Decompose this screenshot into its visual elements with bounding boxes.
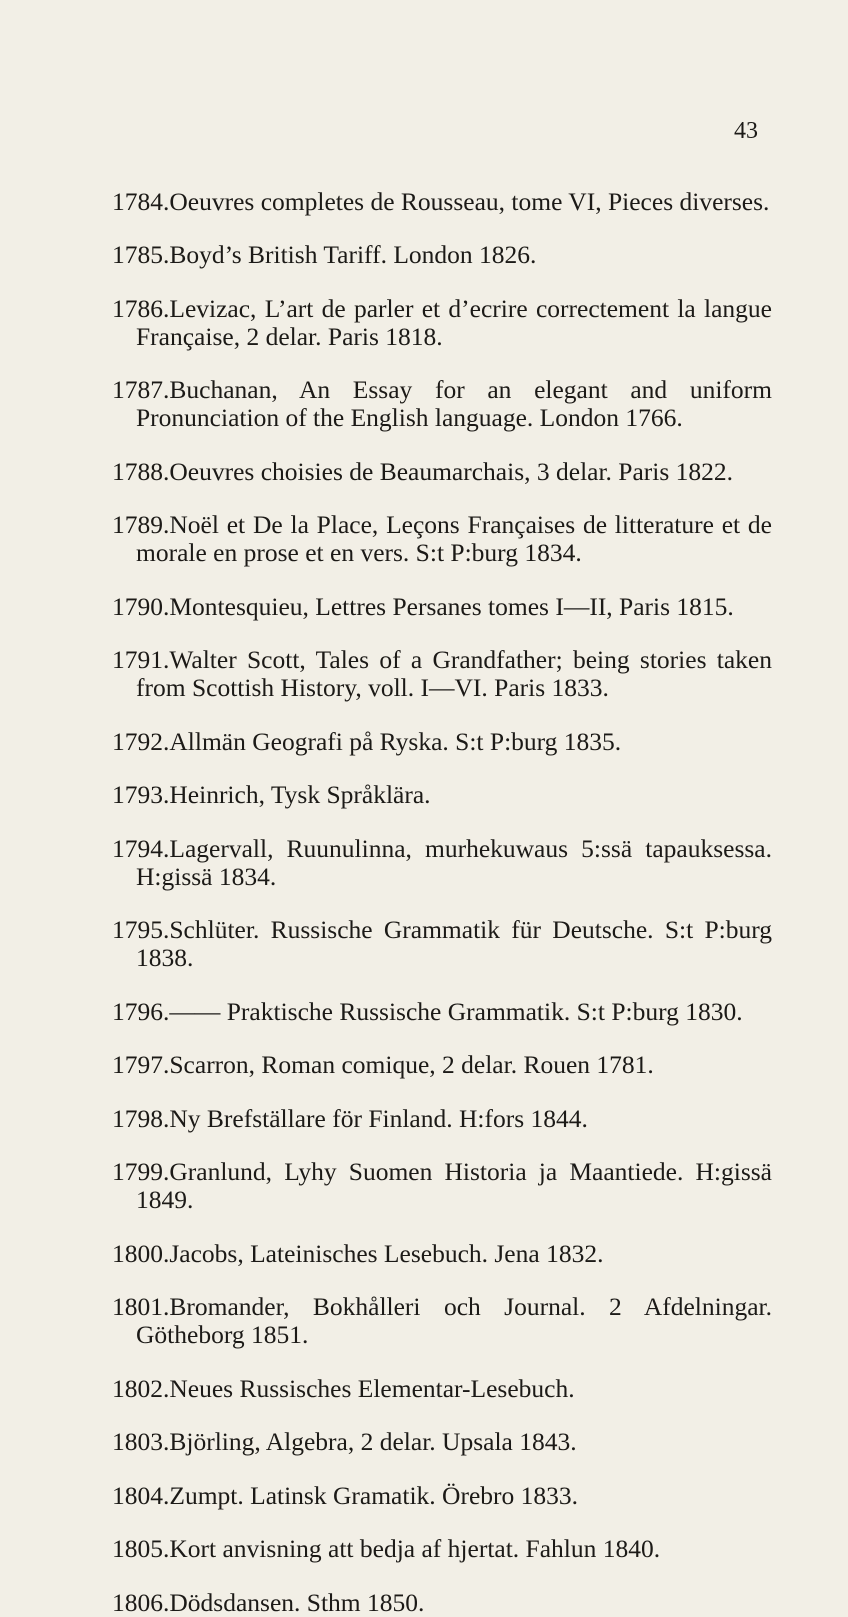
entry-number: 1785. [112, 240, 170, 269]
catalog-entry [112, 295, 772, 351]
entry-number: 1797. [112, 1050, 170, 1079]
entry-text: Levizac, L’art de parler et d’ecrire correctement la langue Française, 2 delar. Paris 1818. [136, 293, 772, 351]
entry-text: Walter Scott, Tales of a Grandfather; being stories taken from Scottish History, voll. I—VI. Paris 1833. [136, 645, 772, 702]
catalog-entry [112, 1051, 772, 1079]
entry-number: 1791. [112, 645, 170, 674]
catalog-entry [112, 511, 772, 567]
entry-text: —— Praktische Russische Grammatik. S:t P:burg 1830. [169, 996, 743, 1026]
entry-text: Buchanan, An Essay for an elegant and uniform Pronunciation of the English language. London 1766. [136, 375, 772, 432]
entry-text: Bromander, Bokhålleri och Journal. 2 Afdelningar. Götheborg 1851. [136, 1292, 772, 1349]
catalog-entry [112, 188, 772, 216]
entry-text: Boyd’s British Tariff. London 1826. [169, 240, 537, 269]
entry-number: 1804. [112, 1480, 170, 1510]
catalog-entry [112, 1240, 772, 1268]
entry-number: 1796. [112, 996, 170, 1026]
catalog-entry [112, 998, 772, 1026]
catalog-entry [112, 241, 772, 269]
catalog-entry [112, 1158, 772, 1214]
catalog-entry [112, 1535, 772, 1563]
catalog-entry [112, 646, 772, 702]
catalog-entry [112, 458, 772, 486]
entry-number: 1801. [112, 1292, 170, 1321]
entry-text: Heinrich, Tysk Språklära. [169, 780, 431, 809]
catalog-entry [112, 1375, 772, 1403]
entry-text: Dödsdansen. Sthm 1850. [169, 1587, 425, 1617]
catalog-entry [112, 1293, 772, 1349]
catalog-list [112, 162, 772, 1617]
catalog-entry [112, 916, 772, 972]
entry-number: 1805. [112, 1534, 170, 1563]
page-number: 43 [734, 118, 758, 144]
entry-number: 1790. [112, 591, 170, 621]
entry-text: Oeuvres choisies de Beaumarchais, 3 delar. Paris 1822. [169, 456, 734, 486]
entry-number: 1789. [112, 510, 170, 539]
catalog-entry [112, 835, 772, 891]
entry-number: 1803. [112, 1427, 170, 1456]
entry-number: 1799. [112, 1157, 170, 1186]
entry-number: 1802. [112, 1373, 170, 1403]
catalog-entry [112, 781, 772, 809]
entry-number: 1788. [112, 456, 170, 486]
entry-number: 1798. [112, 1103, 170, 1133]
entry-text: Schlüter. Russische Grammatik für Deutsche. S:t P:burg 1838. [136, 915, 772, 972]
entry-number: 1806. [112, 1587, 170, 1617]
entry-text: Granlund, Lyhy Suomen Historia ja Maantiede. H:gissä 1849. [136, 1157, 772, 1214]
entry-text: Montesquieu, Lettres Persanes tomes I—II, Paris 1815. [169, 591, 734, 621]
entry-text: Jacobs, Lateinisches Lesebuch. Jena 1832. [169, 1238, 604, 1268]
entry-text: Zumpt. Latinsk Gramatik. Örebro 1833. [169, 1480, 578, 1510]
entry-text: Allmän Geografi på Ryska. S:t P:burg 1835. [169, 726, 622, 756]
entry-text: Neues Russisches Elementar-Lesebuch. [169, 1373, 575, 1403]
entry-text: Lagervall, Ruunulinna, murhekuwaus 5:ssä tapauksessa. H:gissä 1834. [136, 833, 772, 891]
entry-number: 1792. [112, 726, 170, 756]
entry-number: 1787. [112, 375, 170, 404]
catalog-entry [112, 1482, 772, 1510]
entry-number: 1794. [112, 833, 170, 863]
entry-text: Ny Brefställare för Finland. H:fors 1844. [169, 1103, 588, 1133]
entry-text: Kort anvisning att bedja af hjertat. Fahlun 1840. [169, 1534, 661, 1563]
entry-number: 1784. [112, 186, 170, 216]
catalog-entry [112, 1589, 772, 1617]
entry-text: Björling, Algebra, 2 delar. Upsala 1843. [169, 1427, 577, 1456]
entry-text: Scarron, Roman comique, 2 delar. Rouen 1781. [169, 1050, 654, 1079]
catalog-entry [112, 728, 772, 756]
entry-number: 1793. [112, 780, 170, 809]
entry-text: Noël et De la Place, Leçons Françaises de litterature et de morale en prose et en vers. S:t P:burg 1834. [136, 510, 772, 567]
entry-text: Oeuvres completes de Rousseau, tome VI, Pieces diverses. [169, 186, 770, 216]
catalog-entry [112, 1428, 772, 1456]
entry-number: 1800. [112, 1238, 170, 1268]
catalog-entry [112, 1105, 772, 1133]
catalog-entry [112, 593, 772, 621]
entry-number: 1795. [112, 915, 170, 944]
entry-number: 1786. [112, 293, 170, 323]
catalog-entry [112, 376, 772, 432]
